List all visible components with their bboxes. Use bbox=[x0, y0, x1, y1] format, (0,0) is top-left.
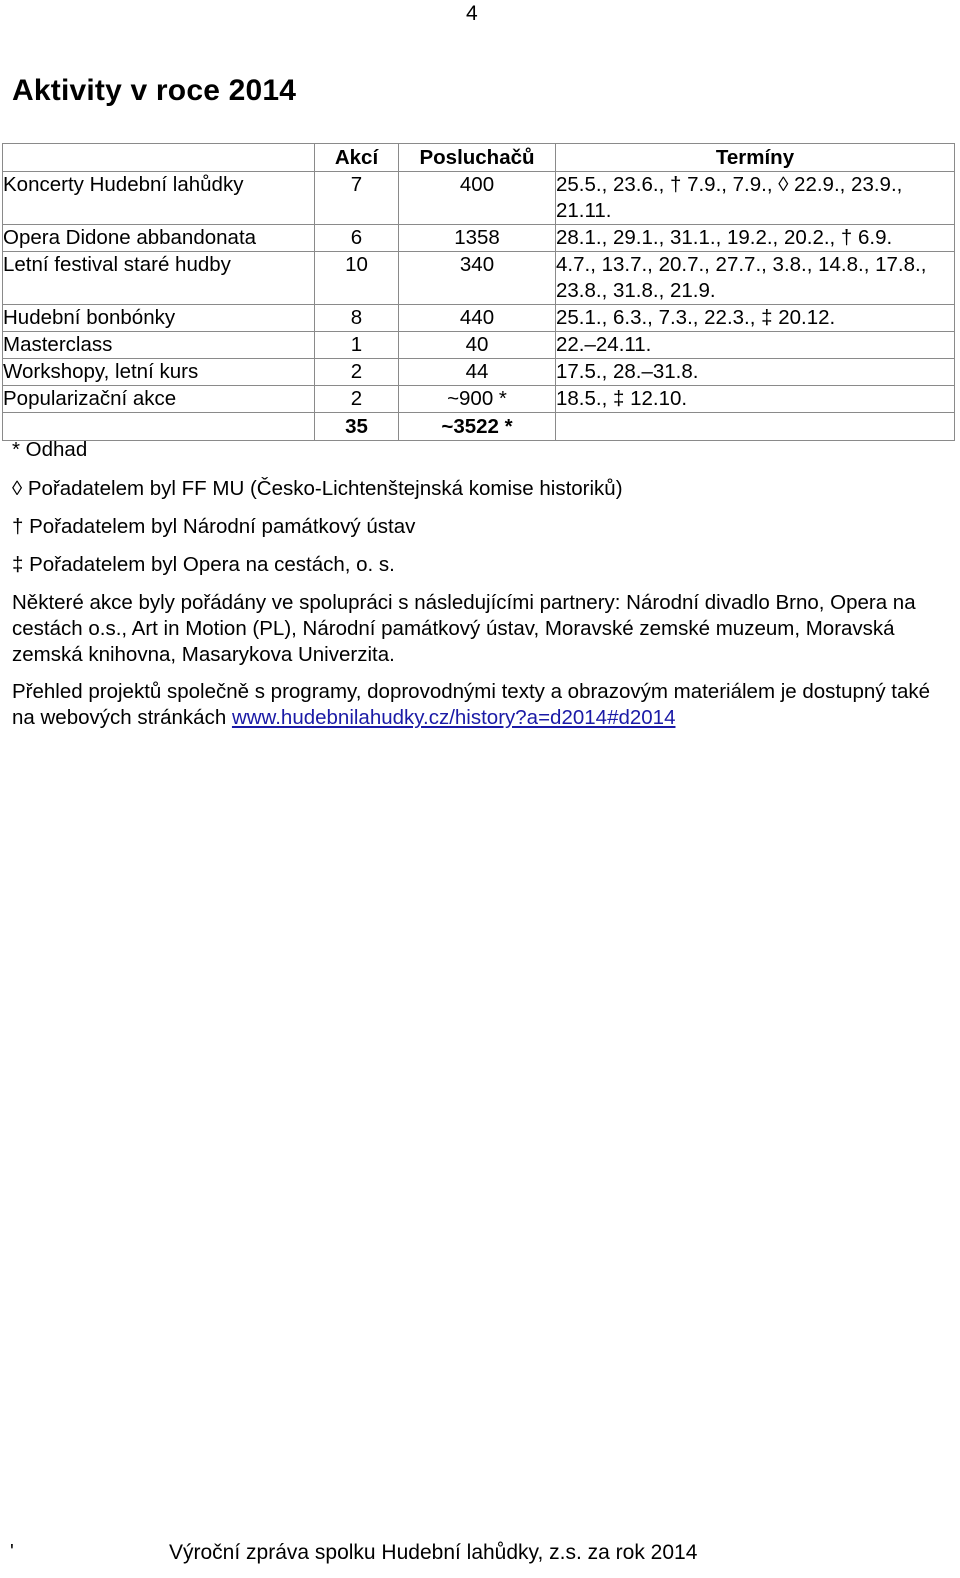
cell-listeners: 440 bbox=[399, 305, 556, 332]
cell-listeners: 400 bbox=[399, 172, 556, 225]
cell-total-events: 35 bbox=[315, 413, 399, 441]
overview-paragraph bbox=[12, 679, 942, 731]
cell-dates: 22.–24.11. bbox=[556, 332, 955, 359]
cell-listeners: ~900 * bbox=[399, 386, 556, 413]
table-row bbox=[3, 305, 955, 332]
header-cell-listeners: Posluchačů bbox=[399, 144, 556, 172]
history-link[interactable]: www.hudebnilahudky.cz/history?a=d2014#d2014 bbox=[231, 706, 676, 729]
footer-mark: ' bbox=[10, 1541, 14, 1563]
table-row bbox=[3, 332, 955, 359]
header-cell-name bbox=[3, 144, 315, 172]
cell-total-listeners: ~3522 * bbox=[399, 413, 556, 441]
footnote-diamond: ◊ Pořadatelem byl FF MU (Česko-Lichtenštejnská komise historiků) bbox=[12, 477, 623, 500]
cell-dates: 18.5., ‡ 12.10. bbox=[556, 386, 955, 413]
footer-text: Výroční zpráva spolku Hudební lahůdky, z.s. za rok 2014 bbox=[169, 1541, 698, 1564]
table-header-row bbox=[3, 144, 955, 172]
footnote-double-dagger: ‡ Pořadatelem byl Opera na cestách, o. s. bbox=[12, 553, 395, 576]
cell-listeners: 40 bbox=[399, 332, 556, 359]
cell-listeners: 340 bbox=[399, 252, 556, 305]
cell-activity-name: Popularizační akce bbox=[3, 386, 315, 413]
cell-events: 10 bbox=[315, 252, 399, 305]
cell-dates: 4.7., 13.7., 20.7., 27.7., 3.8., 14.8., 17.8., 23.8., 31.8., 21.9. bbox=[556, 252, 955, 305]
header-cell-dates: Termíny bbox=[556, 144, 955, 172]
cell-activity-name: Koncerty Hudební lahůdky bbox=[3, 172, 315, 225]
cell-activity-name: Masterclass bbox=[3, 332, 315, 359]
cell-dates: 28.1., 29.1., 31.1., 19.2., 20.2., † 6.9. bbox=[556, 225, 955, 252]
cell-events: 2 bbox=[315, 359, 399, 386]
table-row bbox=[3, 172, 955, 225]
cell-events: 8 bbox=[315, 305, 399, 332]
table-row bbox=[3, 225, 955, 252]
table-row bbox=[3, 386, 955, 413]
cell-events: 6 bbox=[315, 225, 399, 252]
cell-dates: 25.5., 23.6., † 7.9., 7.9., ◊ 22.9., 23.9., 21.11. bbox=[556, 172, 955, 225]
page-title: Aktivity v roce 2014 bbox=[12, 74, 297, 107]
cell-listeners: 1358 bbox=[399, 225, 556, 252]
table-row bbox=[3, 252, 955, 305]
cell-events: 2 bbox=[315, 386, 399, 413]
footnote-estimate: * Odhad bbox=[12, 438, 88, 461]
cell-listeners: 44 bbox=[399, 359, 556, 386]
header-cell-events: Akcí bbox=[315, 144, 399, 172]
page-number: 4 bbox=[466, 2, 478, 25]
cell-events: 7 bbox=[315, 172, 399, 225]
overview-text: Přehled projektů společně s programy, doprovodnými texty a obrazovým materiálem je dostupný také na webových stránkách bbox=[12, 680, 931, 729]
table-row bbox=[3, 359, 955, 386]
cell-dates: 25.1., 6.3., 7.3., 22.3., ‡ 20.12. bbox=[556, 305, 955, 332]
cell-events: 1 bbox=[315, 332, 399, 359]
partners-paragraph: Některé akce byly pořádány ve spolupráci s následujícími partnery: Národní divadlo Brno, Opera na cestách o.s., Art in Motion (PL), Národní památkový ústav, Moravské zemské muzeum, Moravská zemská knihovna, Masarykova Univerzita. bbox=[12, 591, 916, 666]
footnote-dagger: † Pořadatelem byl Národní památkový ústav bbox=[12, 515, 416, 538]
activities-table bbox=[2, 143, 955, 441]
cell-activity-name: Hudební bonbónky bbox=[3, 305, 315, 332]
cell-dates: 17.5., 28.–31.8. bbox=[556, 359, 955, 386]
cell-activity-name: Workshopy, letní kurs bbox=[3, 359, 315, 386]
cell-activity-name: Letní festival staré hudby bbox=[3, 252, 315, 305]
cell-activity-name: Opera Didone abbandonata bbox=[3, 225, 315, 252]
